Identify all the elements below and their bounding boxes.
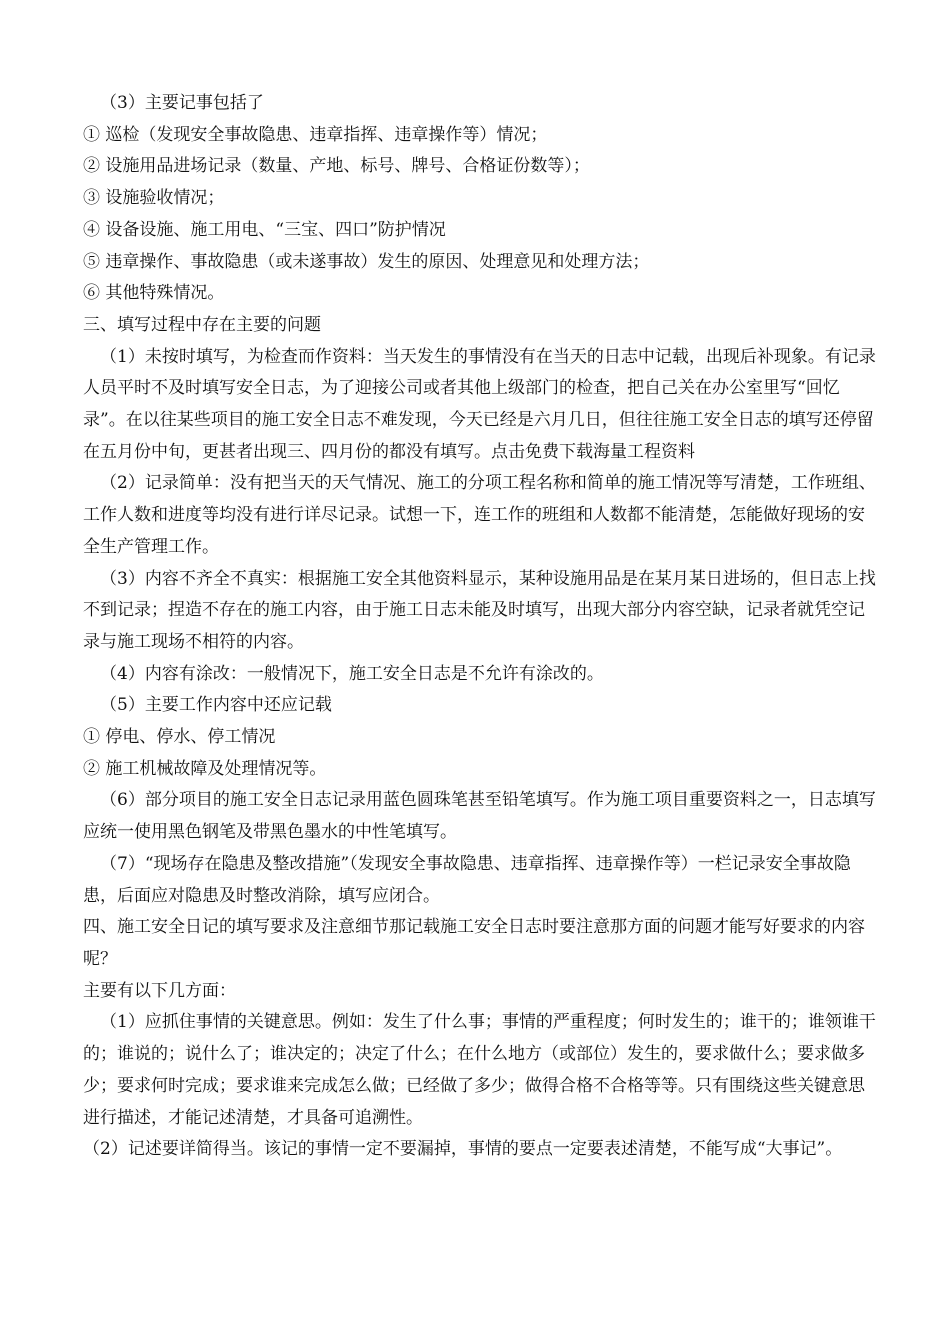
list-item: ③ 设施验收情况；	[83, 188, 225, 209]
list-item: ⑥ 其他特殊情况。	[83, 283, 225, 304]
list-item: ② 施工机械故障及处理情况等。	[83, 758, 327, 779]
section-heading: 四、施工安全日记的填写要求及注意细节那记载施工安全日志时要注意那方面的问题才能写好要求的内容呢？	[83, 917, 865, 969]
paragraph: （1）应抓住事情的关键意思。例如：发生了什么事；事情的严重程度；何时发生的；谁干的；谁领谁干的；谁说的；说什么了；谁决定的；决定了什么；在什么地方（或部位）发生的，要求做什么；要求做多少；要求何时完成；要求谁来完成怎么做；已经做了多少；做得合格不合格等等。只有围绕这些关键意思进行描述，才能记述清楚，才具备可追溯性。	[83, 1012, 876, 1128]
section-heading: 三、填写过程中存在主要的问题	[83, 314, 321, 335]
list-item: ④ 设备设施、施工用电、“三宝、四口”防护情况	[83, 219, 446, 240]
paragraph: （4）内容有涂改：一般情况下，施工安全日志是不允许有涂改的。	[100, 663, 604, 684]
list-item: ① 巡检（发现安全事故隐患、违章指挥、违章操作等）情况；	[83, 124, 548, 145]
paragraph: （1）未按时填写，为检查而作资料：当天发生的事情没有在当天的日志中记载，出现后补现象。有记录人员平时不及时填写安全日志，为了迎接公司或者其他上级部门的检查，把自己关在办公室里写“回忆录”。在以往某些项目的施工安全日志不难发现，今天已经是六月几日，但往往施工安全日志的填写还停留在五月份中旬，更甚者出现三、四月份的都没有填写。点击免费下载海量工程资料	[83, 346, 876, 462]
list-item: ② 设施用品进场记录（数量、产地、标号、牌号、合格证份数等）；	[83, 156, 590, 177]
paragraph: （3）主要记事包括了	[100, 93, 264, 113]
paragraph: （7）“现场存在隐患及整改措施”（发现安全事故隐患、违章指挥、违章操作等）一栏记录安全事故隐患，后面应对隐患及时整改消除，填写应闭合。	[83, 853, 851, 906]
paragraph: 主要有以下几方面：	[83, 980, 236, 1001]
paragraph: （3）内容不齐全不真实：根据施工安全其他资料显示，某种设施用品是在某月某日进场的，但日志上找不到记录；捏造不存在的施工内容，由于施工日志未能及时填写，出现大部分内容空缺，记录者就凭空记录与施工现场不相符的内容。	[83, 568, 876, 652]
paragraph: （2）记录简单：没有把当天的天气情况、施工的分项工程名称和简单的施工情况等写清楚，工作班组、工作人数和进度等均没有进行详尽记录。试想一下，连工作的班组和人数都不能清楚，怎能做好现场的安全生产管理工作。	[83, 473, 876, 557]
paragraph: （6）部分项目的施工安全日志记录用蓝色圆珠笔甚至铅笔填写。作为施工项目重要资料之一，日志填写应统一使用黑色钢笔及带黑色墨水的中性笔填写。	[83, 790, 876, 843]
paragraph: （5）主要工作内容中还应记载	[100, 695, 332, 716]
list-item: ① 停电、停水、停工情况	[83, 727, 276, 748]
list-item: ⑤ 违章操作、事故隐患（或未遂事故）发生的原因、处理意见和处理方法；	[83, 251, 650, 272]
paragraph: （2）记述要详简得当。该记的事情一定不要漏掉，事情的要点一定要表述清楚，不能写成“大事记”。	[83, 1139, 843, 1160]
